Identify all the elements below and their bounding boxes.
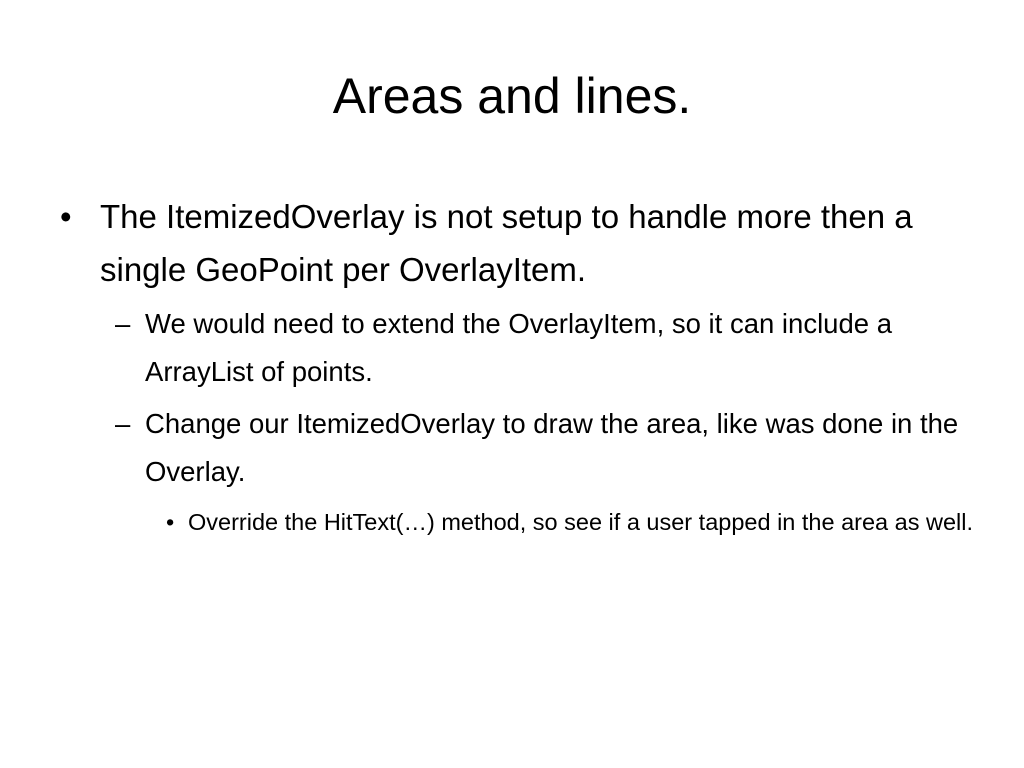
bullet-text: Change our ItemizedOverlay to draw the area, like was done in the Overlay. [145,408,959,487]
bullet-text: Override the HitText(…) method, so see if a user tapped in the area as well. [188,509,974,535]
bullet-dot-icon: • [166,509,175,535]
bullet-text: The ItemizedOverlay is not setup to handle more then a single GeoPoint per OverlayItem. [100,198,913,288]
slide-body [56,190,976,543]
dash-icon: – [115,308,131,339]
bullet-level-2 [115,400,976,496]
slide-title: Areas and lines. [332,68,692,124]
bullet-level-3 [160,502,976,543]
bullet-level-2 [115,300,976,396]
bullet-dot-icon: • [60,198,72,235]
dash-icon: – [115,408,131,439]
bullet-text: We would need to extend the OverlayItem, so it can include a ArrayList of points. [145,308,892,387]
bullet-level-1 [56,190,976,296]
